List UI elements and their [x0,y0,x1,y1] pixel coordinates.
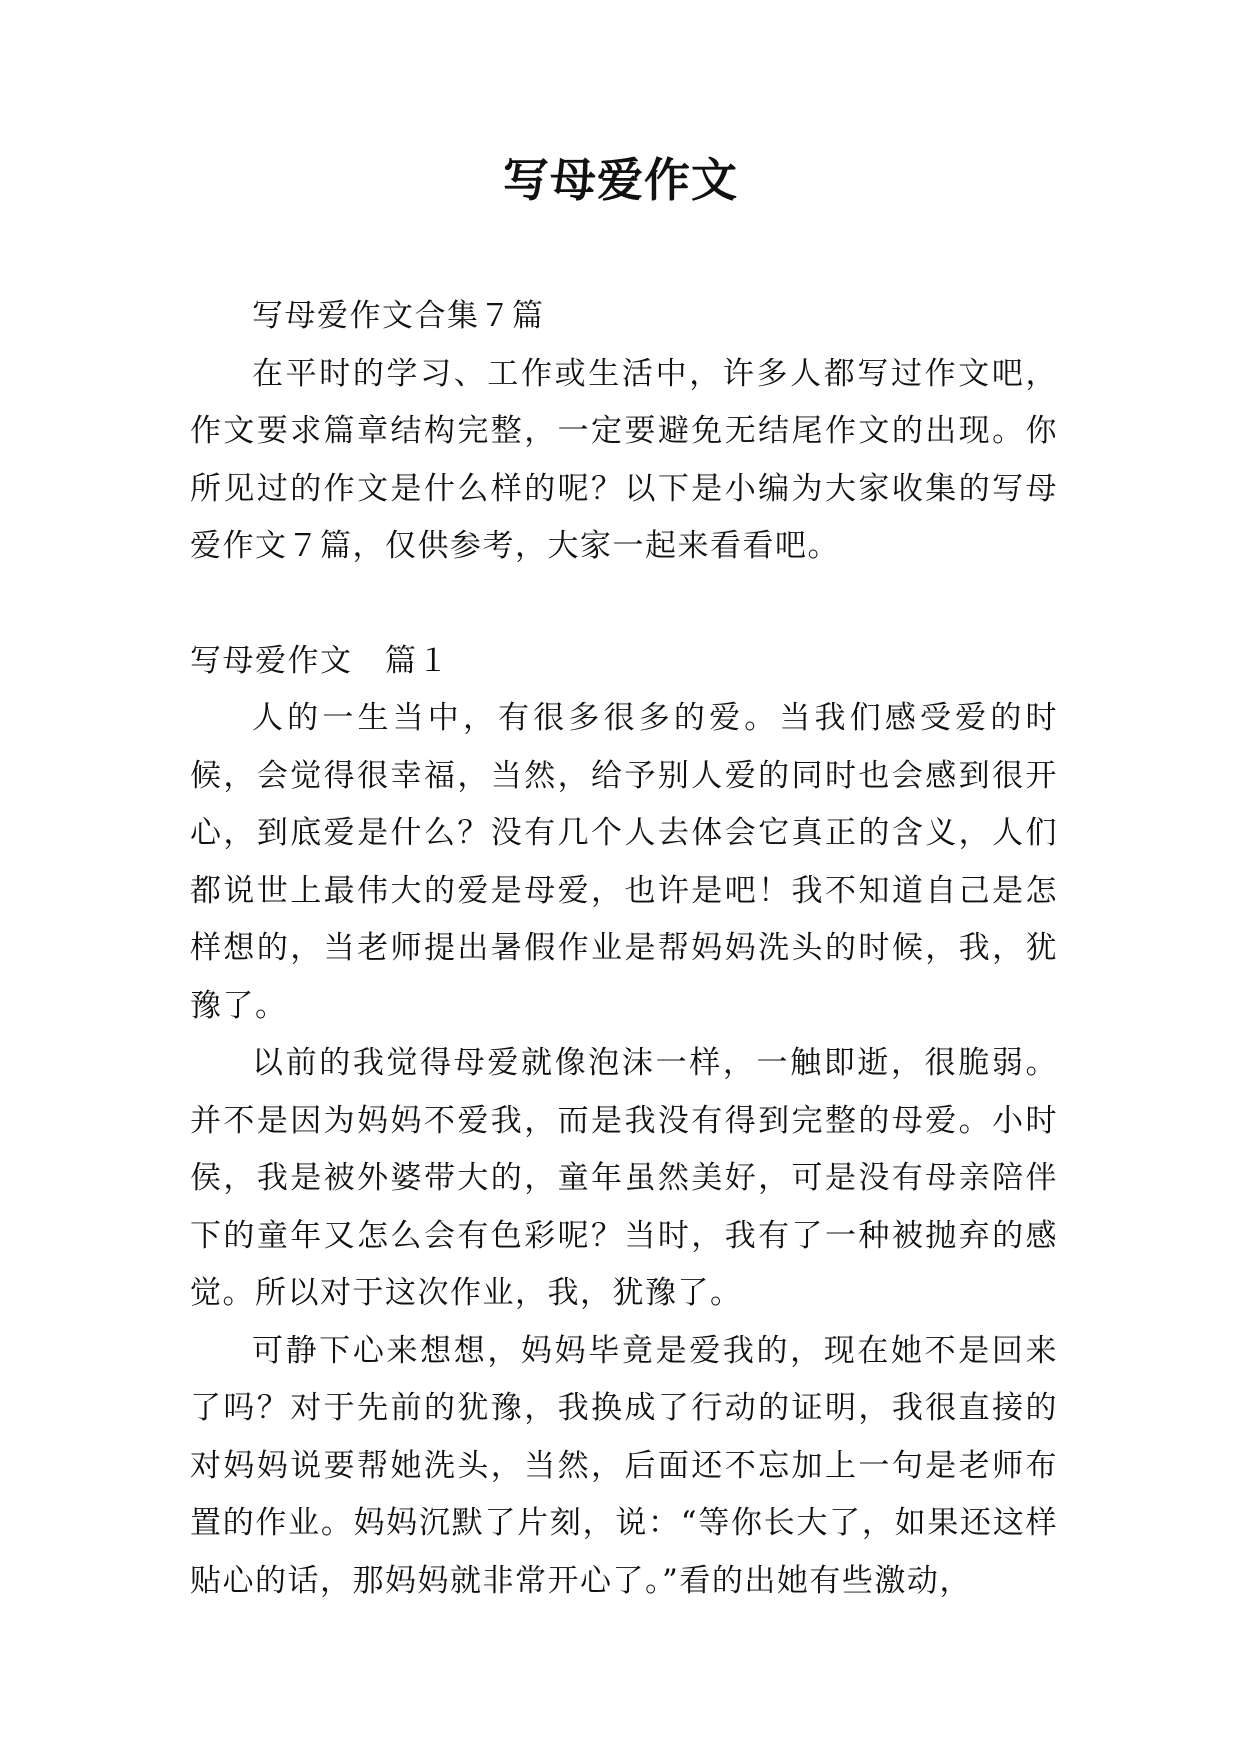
body-paragraph-3: 可静下心来想想，妈妈毕竟是爱我的，现在她不是回来了吗？对于先前的犹豫，我换成了行动的证明，我很直接的对妈妈说要帮她洗头，当然，后面还不忘加上一句是老师布置的作业。妈妈沉默了片刻，说：“等你长大了，如果还这样贴心的话，那妈妈就非常开心了。”看的出她有些激动， [190,1332,1058,1599]
intro-heading: 写母爱作文合集７篇 [252,298,545,334]
intro-paragraph: 在平时的学习、工作或生活中，许多人都写过作文吧，作文要求篇章结构完整，一定要避免无结尾作文的出现。你所见过的作文是什么样的呢？以下是小编为大家收集的写母爱作文７篇，仅供参考，大家一起来看看吧。 [190,355,1058,564]
document-body [190,288,1058,1610]
section-heading: 写母爱作文 篇１ [190,642,450,679]
document-title: 写母爱作文 [503,153,738,207]
body-paragraph-2: 以前的我觉得母爱就像泡沫一样，一触即逝，很脆弱。并不是因为妈妈不爱我，而是我没有得到完整的母爱。小时侯，我是被外婆带大的，童年虽然美好，可是没有母亲陪伴下的童年又怎么会有色彩呢？当时，我有了一种被抛弃的感觉。所以对于这次作业，我，犹豫了。 [190,1045,1058,1311]
section-spacer [190,576,1058,633]
body-paragraph-1: 人的一生当中，有很多很多的爱。当我们感受爱的时候，会觉得很幸福，当然，给予别人爱的同时也会感到很开心，到底爱是什么？没有几个人去体会它真正的含义，人们都说世上最伟大的爱是母爱，也许是吧！我不知道自己是怎样想的，当老师提出暑假作业是帮妈妈洗头的时候，我，犹豫了。 [190,700,1058,1024]
